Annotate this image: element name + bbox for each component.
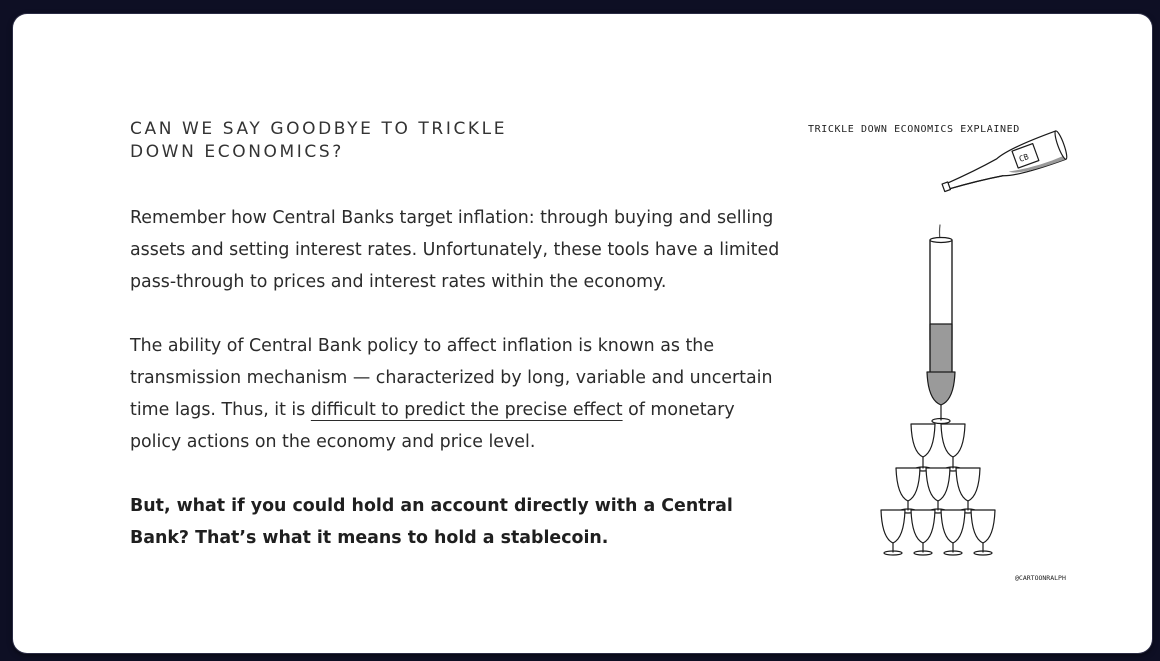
- slide-heading: CAN WE SAY GOODBYE TO TRICKLE DOWN ECONOMICS?: [130, 119, 508, 162]
- paragraph-transmission-mechanism: [130, 330, 790, 458]
- bottle-label: CB: [1017, 152, 1030, 164]
- cartoon-credit: @CARTOONRALPH: [1015, 574, 1066, 582]
- slide: [13, 14, 1152, 653]
- text-column: [130, 118, 790, 554]
- paragraph-stablecoin-callout: But, what if you could hold an account directly with a Central Bank? That’s what it means to hold a stablecoin.: [130, 496, 733, 548]
- bottle-icon: [938, 130, 1069, 202]
- precise-effect-link[interactable]: difficult to predict the precise effect: [310, 400, 623, 420]
- paragraph-text-after-link: of monetary policy actions on the economy and price level.: [130, 400, 735, 452]
- paragraph-inflation-targeting: Remember how Central Banks target inflation: through buying and selling assets and setting interest rates. Unfortunately, these tools have a limited pass-through to prices and interest rates within the economy.: [130, 208, 780, 292]
- cartoon-title: TRICKLE DOWN ECONOMICS EXPLAINED: [808, 124, 1020, 135]
- paragraph-text-before-link: The ability of Central Bank policy to affect inflation is known as the transmission mechanism — characterized by long, variable and uncertain time lags. Thus, it is: [130, 336, 773, 420]
- trickle-down-cartoon: [803, 122, 1083, 592]
- champagne-tower-illustration: [803, 122, 1083, 592]
